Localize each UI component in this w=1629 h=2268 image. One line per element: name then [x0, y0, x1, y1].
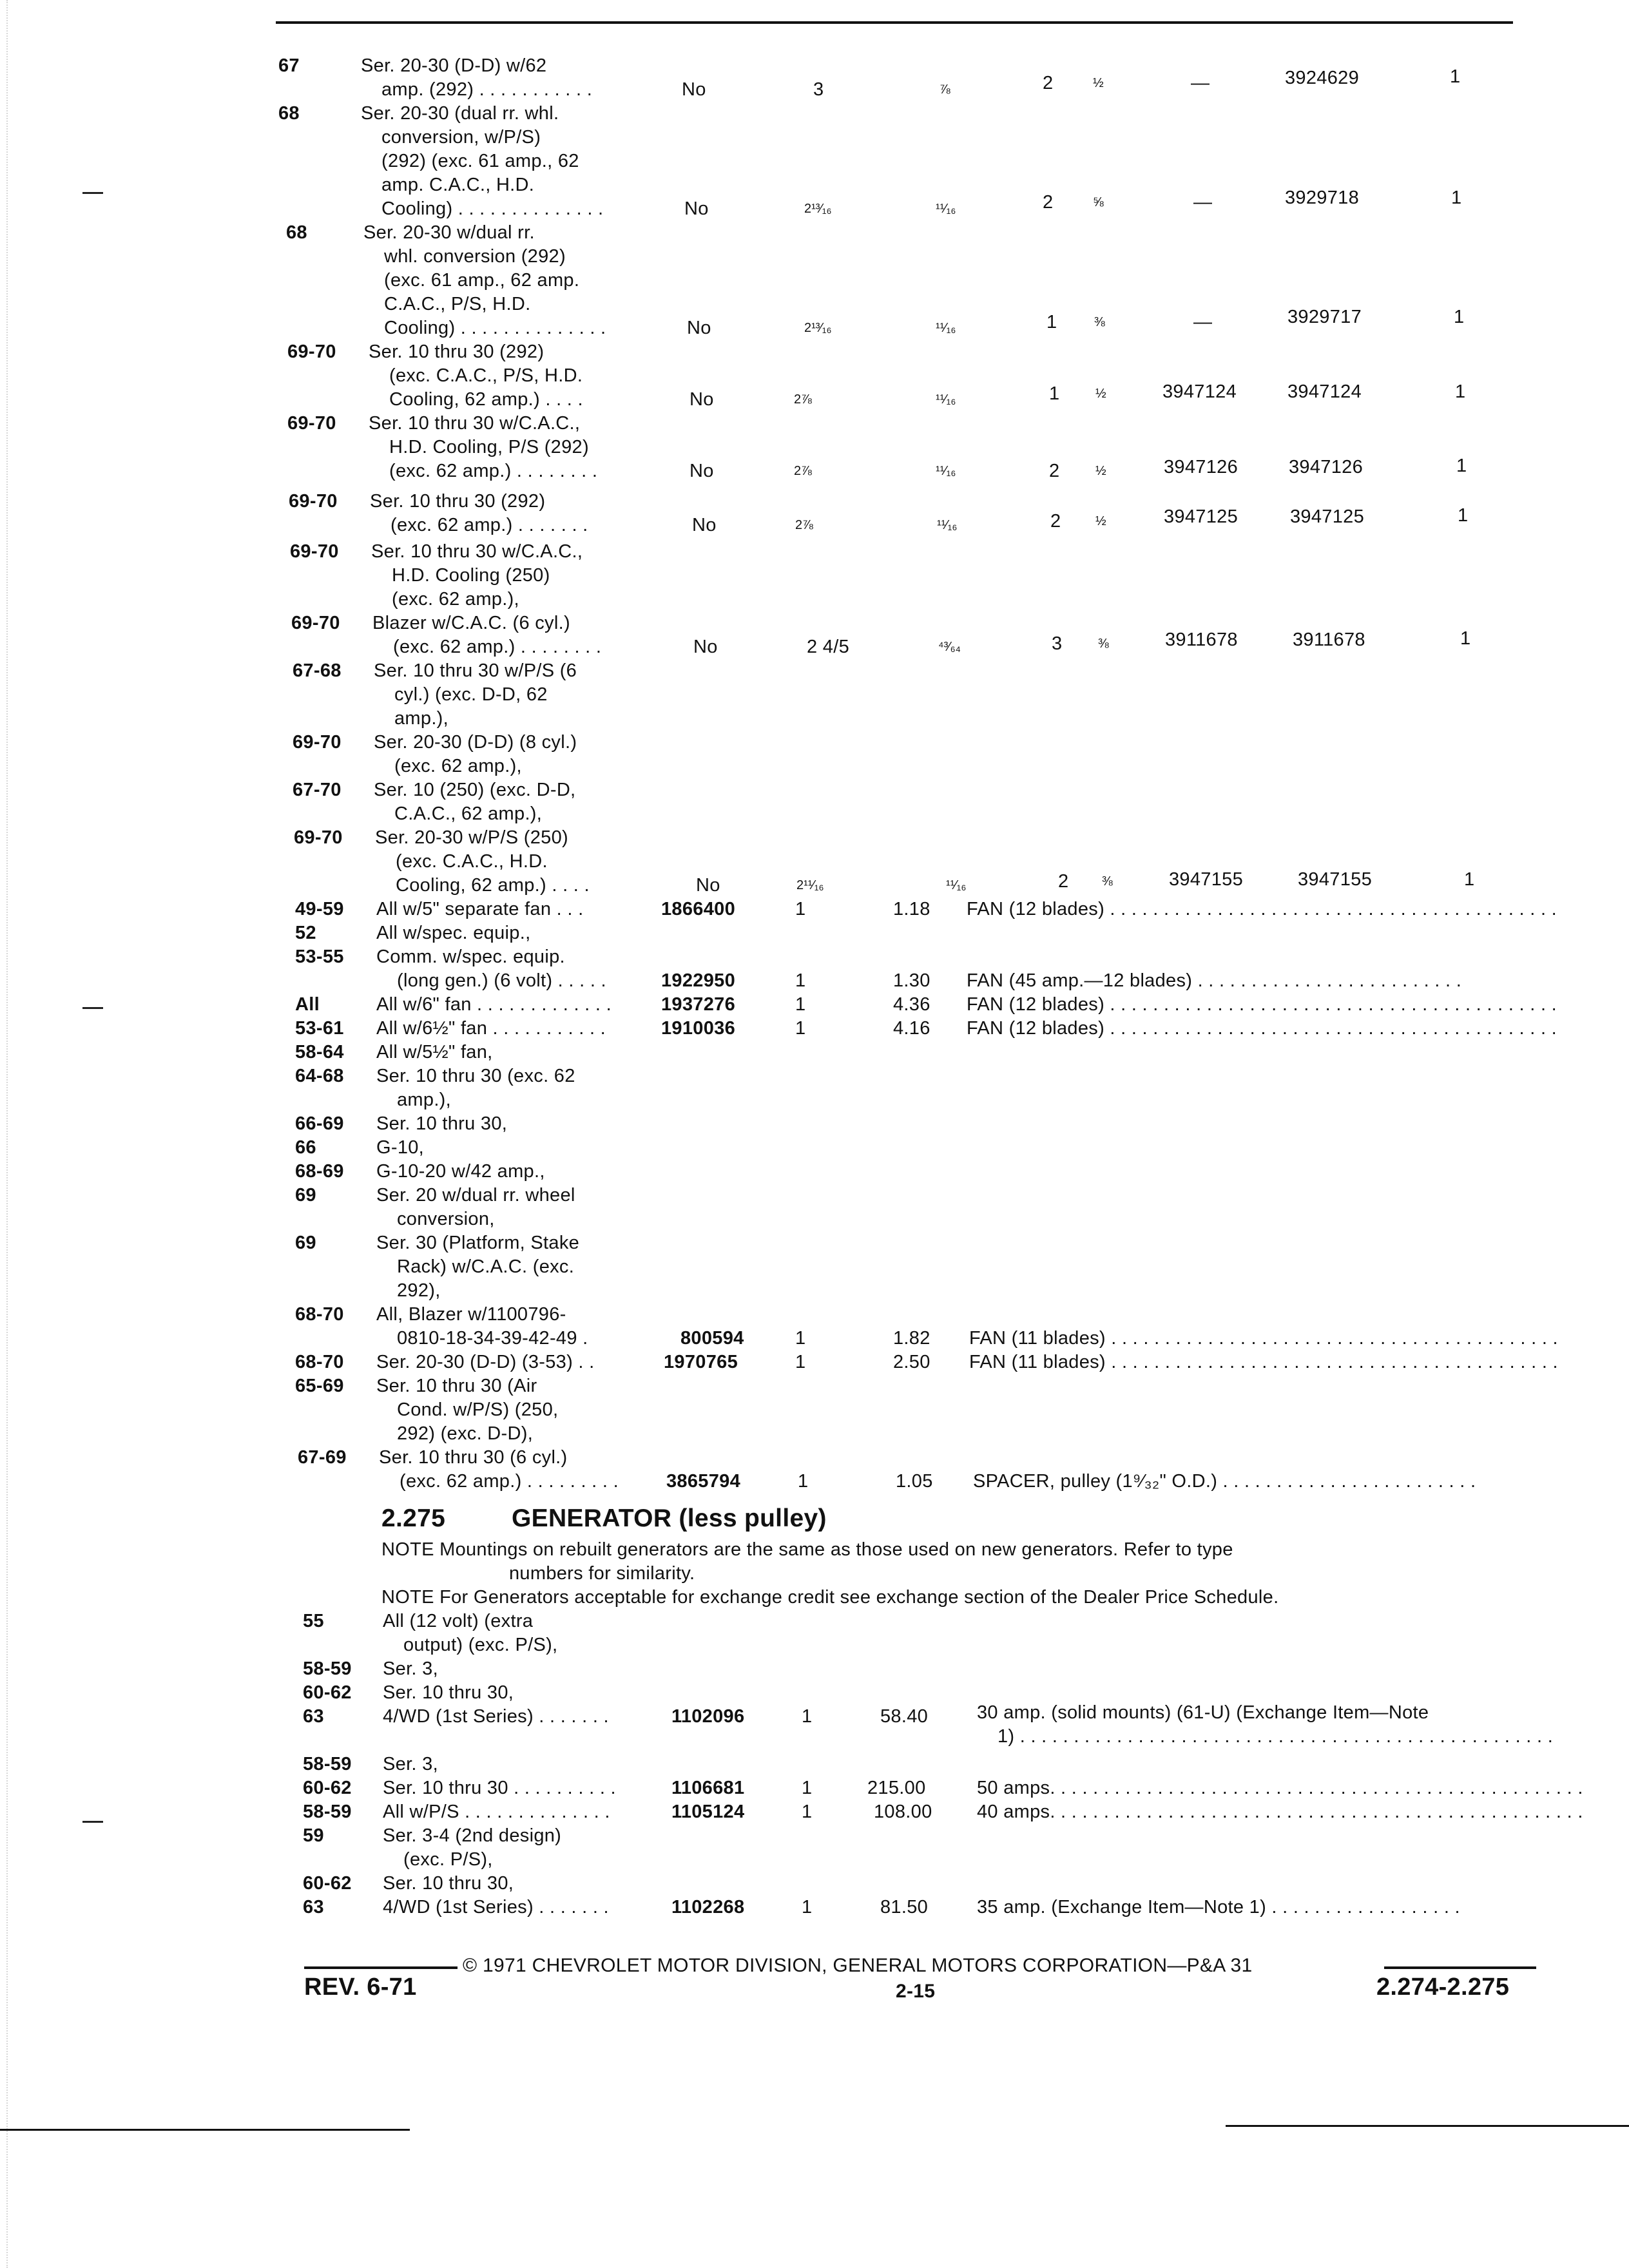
part-number: 1910036 [661, 1018, 735, 1039]
application-description: Ser. 10 thru 30 (Air [376, 1376, 537, 1396]
dimension-value: ⅜ [1098, 637, 1109, 651]
application-description: Blazer w/C.A.C. (6 cyl.) [372, 613, 570, 633]
listing-cell: 1 [798, 1471, 809, 1492]
listing-cell: 30 amp. (solid mounts) (61-U) (Exchange Item—Note [977, 1702, 1429, 1723]
application-description: No [696, 875, 720, 896]
model-year: 69-70 [294, 827, 343, 848]
listing-cell: (long gen.) (6 volt) . . . . . [397, 970, 606, 991]
application-description: Ser. 30 (Platform, Stake [376, 1233, 580, 1253]
listing-cell: 3 [1052, 633, 1063, 654]
listing-cell: 1 [795, 1352, 806, 1372]
application-description: All w/5" separate fan . . . [376, 899, 584, 919]
model-year: 59 [303, 1825, 324, 1846]
application-description: Ser. 10 thru 30 w/C.A.C., [371, 541, 583, 562]
listing-cell: (exc. C.A.C., P/S, H.D. [389, 365, 583, 386]
listing-cell: 2 [1050, 511, 1061, 532]
dimension-value: 2⅞ [794, 392, 812, 407]
model-year: 58-64 [295, 1042, 344, 1062]
application-description: G-10, [376, 1137, 425, 1158]
listing-cell: FAN (45 amp.—12 blades) . . . . . . . . . . . . . . . . . . . . . . . . . [967, 970, 1462, 991]
margin-mark [82, 192, 103, 194]
dimension-value: ¹¹⁄₁₆ [946, 878, 967, 892]
part-number: 1922950 [661, 970, 735, 991]
model-year: 68-70 [295, 1352, 344, 1372]
model-year: 58-59 [303, 1802, 352, 1822]
model-year: 63 [303, 1897, 324, 1917]
application-description: Ser. 10 thru 30, [383, 1873, 514, 1894]
model-year: 55 [303, 1611, 324, 1631]
listing-cell: amp.), [394, 708, 448, 729]
application-description: Ser. 10 thru 30, [376, 1113, 508, 1134]
listing-cell: 1 [1046, 312, 1057, 332]
listing-cell: 81.50 [880, 1897, 929, 1917]
dimension-value: 2⅞ [794, 464, 812, 478]
listing-cell: 2 4/5 [807, 637, 849, 657]
listing-cell: 40 amps. . . . . . . . . . . . . . . . . . . . . . . . . . . . . . . . . . . . . . . . . . . . . . . . . . [977, 1802, 1583, 1822]
model-year: 52 [295, 923, 316, 943]
model-year: 67-69 [298, 1447, 347, 1468]
application-description: Ser. 3, [383, 1658, 438, 1679]
listing-cell: (292) (exc. 61 amp., 62 [381, 151, 579, 171]
listing-cell: 1 [802, 1778, 813, 1798]
dimension-value: ⅝ [1093, 195, 1104, 209]
application-description: No [689, 461, 714, 481]
application-description: Ser. 20-30 (dual rr. whl. [361, 103, 559, 124]
dimension-value: 2¹³⁄₁₆ [804, 202, 832, 216]
model-year: 68-69 [295, 1161, 344, 1182]
application-description: Ser. 20-30 (D-D) w/62 [361, 55, 547, 76]
listing-cell: FAN (11 blades) . . . . . . . . . . . . . . . . . . . . . . . . . . . . . . . . . . . . . . . . . . [969, 1352, 1558, 1372]
listing-cell: 1 [802, 1802, 813, 1822]
listing-cell: 1 [802, 1897, 813, 1917]
application-description: No [682, 79, 706, 100]
application-description: Ser. 10 thru 30 (6 cyl.) [379, 1447, 568, 1468]
part-number: 800594 [680, 1328, 744, 1349]
listing-cell: H.D. Cooling (250) [392, 565, 550, 586]
application-description: No [692, 515, 717, 535]
listing-cell: FAN (12 blades) . . . . . . . . . . . . . . . . . . . . . . . . . . . . . . . . . . . . . . . . . . [967, 899, 1557, 919]
dimension-value: ½ [1095, 387, 1106, 401]
listing-cell: (exc. 62 amp.) . . . . . . . . [389, 461, 598, 481]
listing-cell: 1 [1458, 505, 1469, 526]
listing-cell: (exc. 62 amp.), [392, 589, 519, 610]
listing-cell: 1.18 [893, 899, 930, 919]
footer-rule-right [1384, 1966, 1536, 1969]
listing-cell: 3947126 [1164, 457, 1238, 477]
listing-cell: 1) . . . . . . . . . . . . . . . . . . . . . . . . . . . . . . . . . . . . . . . . . . . . . . . . . . [998, 1726, 1554, 1747]
application-description: Ser. 3-4 (2nd design) [383, 1825, 562, 1846]
application-description: Ser. 10 thru 30 (292) [370, 491, 546, 512]
margin-mark [82, 1007, 103, 1009]
listing-cell: 1 [1454, 307, 1465, 327]
listing-cell: 1 [1450, 66, 1461, 87]
bottom-scan-line-right [1226, 2125, 1629, 2127]
listing-cell: 1 [795, 1328, 806, 1349]
listing-cell: Rack) w/C.A.C. (exc. [397, 1256, 575, 1277]
application-description: Ser. 10 thru 30, [383, 1682, 514, 1703]
listing-cell: 4.16 [893, 1018, 930, 1039]
listing-cell: Cooling) . . . . . . . . . . . . . . [384, 318, 606, 338]
scan-edge [6, 0, 8, 2268]
listing-cell: C.A.C., 62 amp.), [394, 803, 543, 824]
listing-cell: SPACER, pulley (1⁹⁄₃₂" O.D.) . . . . . . . . . . . . . . . . . . . . . . . . [973, 1471, 1476, 1492]
listing-cell: 1 [1464, 869, 1475, 890]
model-year: 69-70 [293, 732, 342, 753]
listing-cell: 3947125 [1164, 506, 1238, 527]
application-description: All w/6½" fan . . . . . . . . . . . [376, 1018, 606, 1039]
listing-cell: — [1193, 312, 1213, 332]
part-number: 3865794 [666, 1471, 740, 1492]
listing-cell: conversion, [397, 1209, 495, 1229]
model-year: 69 [295, 1185, 316, 1206]
model-year: 69 [295, 1233, 316, 1253]
model-year: 49-59 [295, 899, 344, 919]
listing-cell: Cooling, 62 amp.) . . . . [389, 389, 583, 410]
model-year: 69-70 [290, 541, 339, 562]
model-year: 60-62 [303, 1682, 352, 1703]
part-number: 1105124 [671, 1802, 745, 1822]
listing-cell: 2 [1043, 73, 1054, 93]
listing-cell: 3924629 [1285, 68, 1359, 88]
application-description: Ser. 10 thru 30 w/P/S (6 [374, 660, 577, 681]
application-description: No [693, 637, 718, 657]
listing-cell: 1 [1456, 456, 1467, 476]
part-number: 1106681 [671, 1778, 745, 1798]
listing-cell: 215.00 [867, 1778, 926, 1798]
listing-cell: output) (exc. P/S), [403, 1635, 558, 1655]
listing-cell: 58.40 [880, 1706, 929, 1727]
model-year: 58-59 [303, 1658, 352, 1679]
model-year: 60-62 [303, 1873, 352, 1894]
part-number: 1102096 [671, 1706, 745, 1727]
part-number: 1866400 [661, 899, 735, 919]
listing-cell: 1 [802, 1706, 813, 1727]
model-year: 67-68 [293, 660, 342, 681]
listing-cell: 1 [1460, 628, 1471, 649]
listing-cell: 2 [1049, 461, 1060, 481]
listing-cell: 2 [1058, 871, 1069, 892]
part-number: 1970765 [664, 1352, 738, 1372]
listing-cell: NOTE For Generators acceptable for exchange credit see exchange section of the Dealer Price Schedule. [381, 1587, 1279, 1608]
listing-cell: numbers for similarity. [509, 1563, 695, 1584]
listing-cell: (exc. 62 amp.) . . . . . . . . [393, 637, 602, 657]
listing-cell: — [1193, 192, 1213, 213]
top-rule [276, 21, 1513, 24]
model-year: 53-55 [295, 947, 344, 967]
dimension-value: ¹¹⁄₁₆ [936, 464, 956, 478]
part-number: 1102268 [671, 1897, 745, 1917]
listing-cell: (exc. P/S), [403, 1849, 493, 1870]
dimension-value: ¹¹⁄₁₆ [936, 321, 956, 335]
model-year: 64-68 [295, 1066, 344, 1086]
application-description: Ser. 20-30 (D-D) (8 cyl.) [374, 732, 577, 753]
listing-cell: 1 [795, 970, 806, 991]
footer-section-range: 2.274-2.275 [1376, 1974, 1510, 2001]
listing-cell: conversion, w/P/S) [381, 127, 541, 148]
dimension-value: ¹¹⁄₁₆ [937, 518, 958, 532]
listing-cell: amp. C.A.C., H.D. [381, 175, 535, 195]
dimension-value: 2¹³⁄₁₆ [804, 321, 832, 335]
listing-cell: 2 [1043, 192, 1054, 213]
listing-cell: FAN (11 blades) . . . . . . . . . . . . . . . . . . . . . . . . . . . . . . . . . . . . . . . . . . [969, 1328, 1558, 1349]
margin-mark [82, 1821, 103, 1823]
dimension-value: ⅞ [940, 82, 950, 97]
listing-cell: amp.), [397, 1090, 451, 1110]
model-year: 68-70 [295, 1304, 344, 1325]
listing-cell: 1 [795, 1018, 806, 1039]
listing-cell: 1 [1455, 381, 1466, 402]
listing-cell: 3947126 [1289, 457, 1363, 477]
model-year: 68 [286, 222, 307, 243]
listing-cell: 1 [1451, 187, 1462, 208]
dimension-value: 2¹¹⁄₁₆ [796, 878, 824, 892]
listing-cell: — [1191, 73, 1210, 93]
dimension-value: ⁴³⁄₆₄ [938, 640, 961, 654]
application-description: All w/spec. equip., [376, 923, 531, 943]
model-year: 63 [303, 1706, 324, 1727]
listing-cell: 4.36 [893, 994, 930, 1015]
listing-cell: H.D. Cooling, P/S (292) [389, 437, 589, 457]
listing-cell: whl. conversion (292) [384, 246, 566, 267]
application-description: Ser. 20-30 w/P/S (250) [375, 827, 568, 848]
listing-cell: 3 [813, 79, 824, 100]
model-year: 68 [278, 103, 300, 124]
listing-cell: 50 amps. . . . . . . . . . . . . . . . . . . . . . . . . . . . . . . . . . . . . . . . . . . . . . . . . . [977, 1778, 1583, 1798]
listing-cell: 3947155 [1298, 869, 1372, 890]
listing-cell: FAN (12 blades) . . . . . . . . . . . . . . . . . . . . . . . . . . . . . . . . . . . . . . . . . . [967, 994, 1557, 1015]
application-description: No [684, 198, 709, 219]
listing-cell: C.A.C., P/S, H.D. [384, 294, 531, 314]
section-heading: GENERATOR (less pulley) [512, 1504, 827, 1532]
model-year: 67 [278, 55, 300, 76]
listing-cell: Cooling, 62 amp.) . . . . [396, 875, 590, 896]
application-description: Ser. 10 thru 30 w/C.A.C., [369, 413, 581, 434]
application-description: Comm. w/spec. equip. [376, 947, 565, 967]
listing-cell: 108.00 [874, 1802, 932, 1822]
footer-copyright: © 1971 CHEVROLET MOTOR DIVISION, GENERAL MOTORS CORPORATION—P&A 31 [463, 1955, 1253, 1976]
application-description: All, Blazer w/1100796- [376, 1304, 566, 1325]
footer-rule-left [304, 1966, 458, 1969]
listing-cell: (exc. 62 amp.), [394, 756, 522, 776]
listing-cell: FAN (12 blades) . . . . . . . . . . . . . . . . . . . . . . . . . . . . . . . . . . . . . . . . . . [967, 1018, 1557, 1039]
model-year: 69-70 [291, 613, 340, 633]
application-description: Ser. 20-30 w/dual rr. [363, 222, 535, 243]
application-description: Ser. 20-30 (D-D) (3-53) . . [376, 1352, 595, 1372]
dimension-value: ⅜ [1102, 874, 1113, 889]
listing-cell: Cond. w/P/S) (250, [397, 1399, 559, 1420]
application-description: 4/WD (1st Series) . . . . . . . [383, 1897, 609, 1917]
model-year: 66-69 [295, 1113, 344, 1134]
listing-cell: 292) (exc. D-D), [397, 1423, 534, 1444]
listing-cell: 3947125 [1290, 506, 1364, 527]
listing-cell: (exc. 62 amp.) . . . . . . . . . [400, 1471, 619, 1492]
listing-cell: 3911678 [1293, 629, 1365, 650]
model-year: 60-62 [303, 1778, 352, 1798]
footer-page-number: 2-15 [896, 1981, 936, 2002]
application-description: Ser. 10 thru 30 (292) [369, 341, 545, 362]
application-description: Ser. 20 w/dual rr. wheel [376, 1185, 575, 1206]
application-description: All w/5½" fan, [376, 1042, 493, 1062]
listing-cell: 1 [795, 994, 806, 1015]
application-description: 4/WD (1st Series) . . . . . . . [383, 1706, 609, 1727]
footer-revision: REV. 6-71 [304, 1974, 417, 2001]
model-year: 58-59 [303, 1754, 352, 1774]
dimension-value: ¹¹⁄₁₆ [936, 202, 956, 216]
listing-cell: 3911678 [1165, 629, 1238, 650]
listing-cell: 292), [397, 1280, 441, 1301]
dimension-value: ½ [1095, 514, 1106, 528]
listing-cell: 0810-18-34-39-42-49 . [397, 1328, 588, 1349]
listing-cell: (exc. C.A.C., H.D. [396, 851, 548, 872]
listing-cell: 1 [1049, 383, 1060, 404]
listing-cell: 3947155 [1169, 869, 1243, 890]
listing-cell: Cooling) . . . . . . . . . . . . . . [381, 198, 604, 219]
model-year: 66 [295, 1137, 316, 1158]
model-year: 69-70 [287, 413, 336, 434]
application-description: G-10-20 w/42 amp., [376, 1161, 545, 1182]
listing-cell: 2.50 [893, 1352, 930, 1372]
application-description: All w/P/S . . . . . . . . . . . . . . [383, 1802, 610, 1822]
model-year: 69-70 [287, 341, 336, 362]
application-description: Ser. 10 thru 30 (exc. 62 [376, 1066, 575, 1086]
listing-cell: 3947124 [1162, 381, 1237, 402]
application-description: Ser. 3, [383, 1754, 438, 1774]
listing-cell: 3947124 [1287, 381, 1362, 402]
listing-cell: 1.82 [893, 1328, 930, 1349]
model-year: 65-69 [295, 1376, 344, 1396]
listing-cell: 35 amp. (Exchange Item—Note 1) . . . . . . . . . . . . . . . . . . [977, 1897, 1460, 1917]
bottom-scan-line-left [0, 2129, 410, 2131]
section-heading: 2.275 [381, 1504, 446, 1532]
dimension-value: ½ [1093, 76, 1104, 90]
application-description: Ser. 10 thru 30 . . . . . . . . . . [383, 1778, 616, 1798]
listing-cell: cyl.) (exc. D-D, 62 [394, 684, 548, 705]
application-description: All w/6" fan . . . . . . . . . . . . . [376, 994, 612, 1015]
model-year: 53-61 [295, 1018, 344, 1039]
dimension-value: ¹¹⁄₁₆ [936, 392, 956, 407]
model-year: 69-70 [289, 491, 338, 512]
listing-cell: (exc. 61 amp., 62 amp. [384, 270, 580, 291]
listing-cell: 3929717 [1287, 307, 1362, 327]
listing-cell: 3929718 [1285, 187, 1359, 208]
listing-cell: 1.30 [893, 970, 930, 991]
application-description: All (12 volt) (extra [383, 1611, 534, 1631]
application-description: Ser. 10 (250) (exc. D-D, [374, 780, 576, 800]
listing-cell: 1 [795, 899, 806, 919]
listing-cell: amp. (292) . . . . . . . . . . . [381, 79, 593, 100]
listing-cell: (exc. 62 amp.) . . . . . . . [390, 515, 588, 535]
dimension-value: ½ [1095, 464, 1106, 478]
part-number: 1937276 [661, 994, 735, 1015]
application-description: No [689, 389, 714, 410]
dimension-value: 2⅞ [795, 518, 813, 532]
model-year: 67-70 [293, 780, 342, 800]
listing-cell: 1.05 [896, 1471, 933, 1492]
dimension-value: ⅜ [1094, 315, 1105, 329]
listing-cell: NOTE Mountings on rebuilt generators are the same as those used on new generators. Refer to type [381, 1539, 1233, 1560]
application-description: No [687, 318, 711, 338]
model-year: All [295, 994, 320, 1015]
